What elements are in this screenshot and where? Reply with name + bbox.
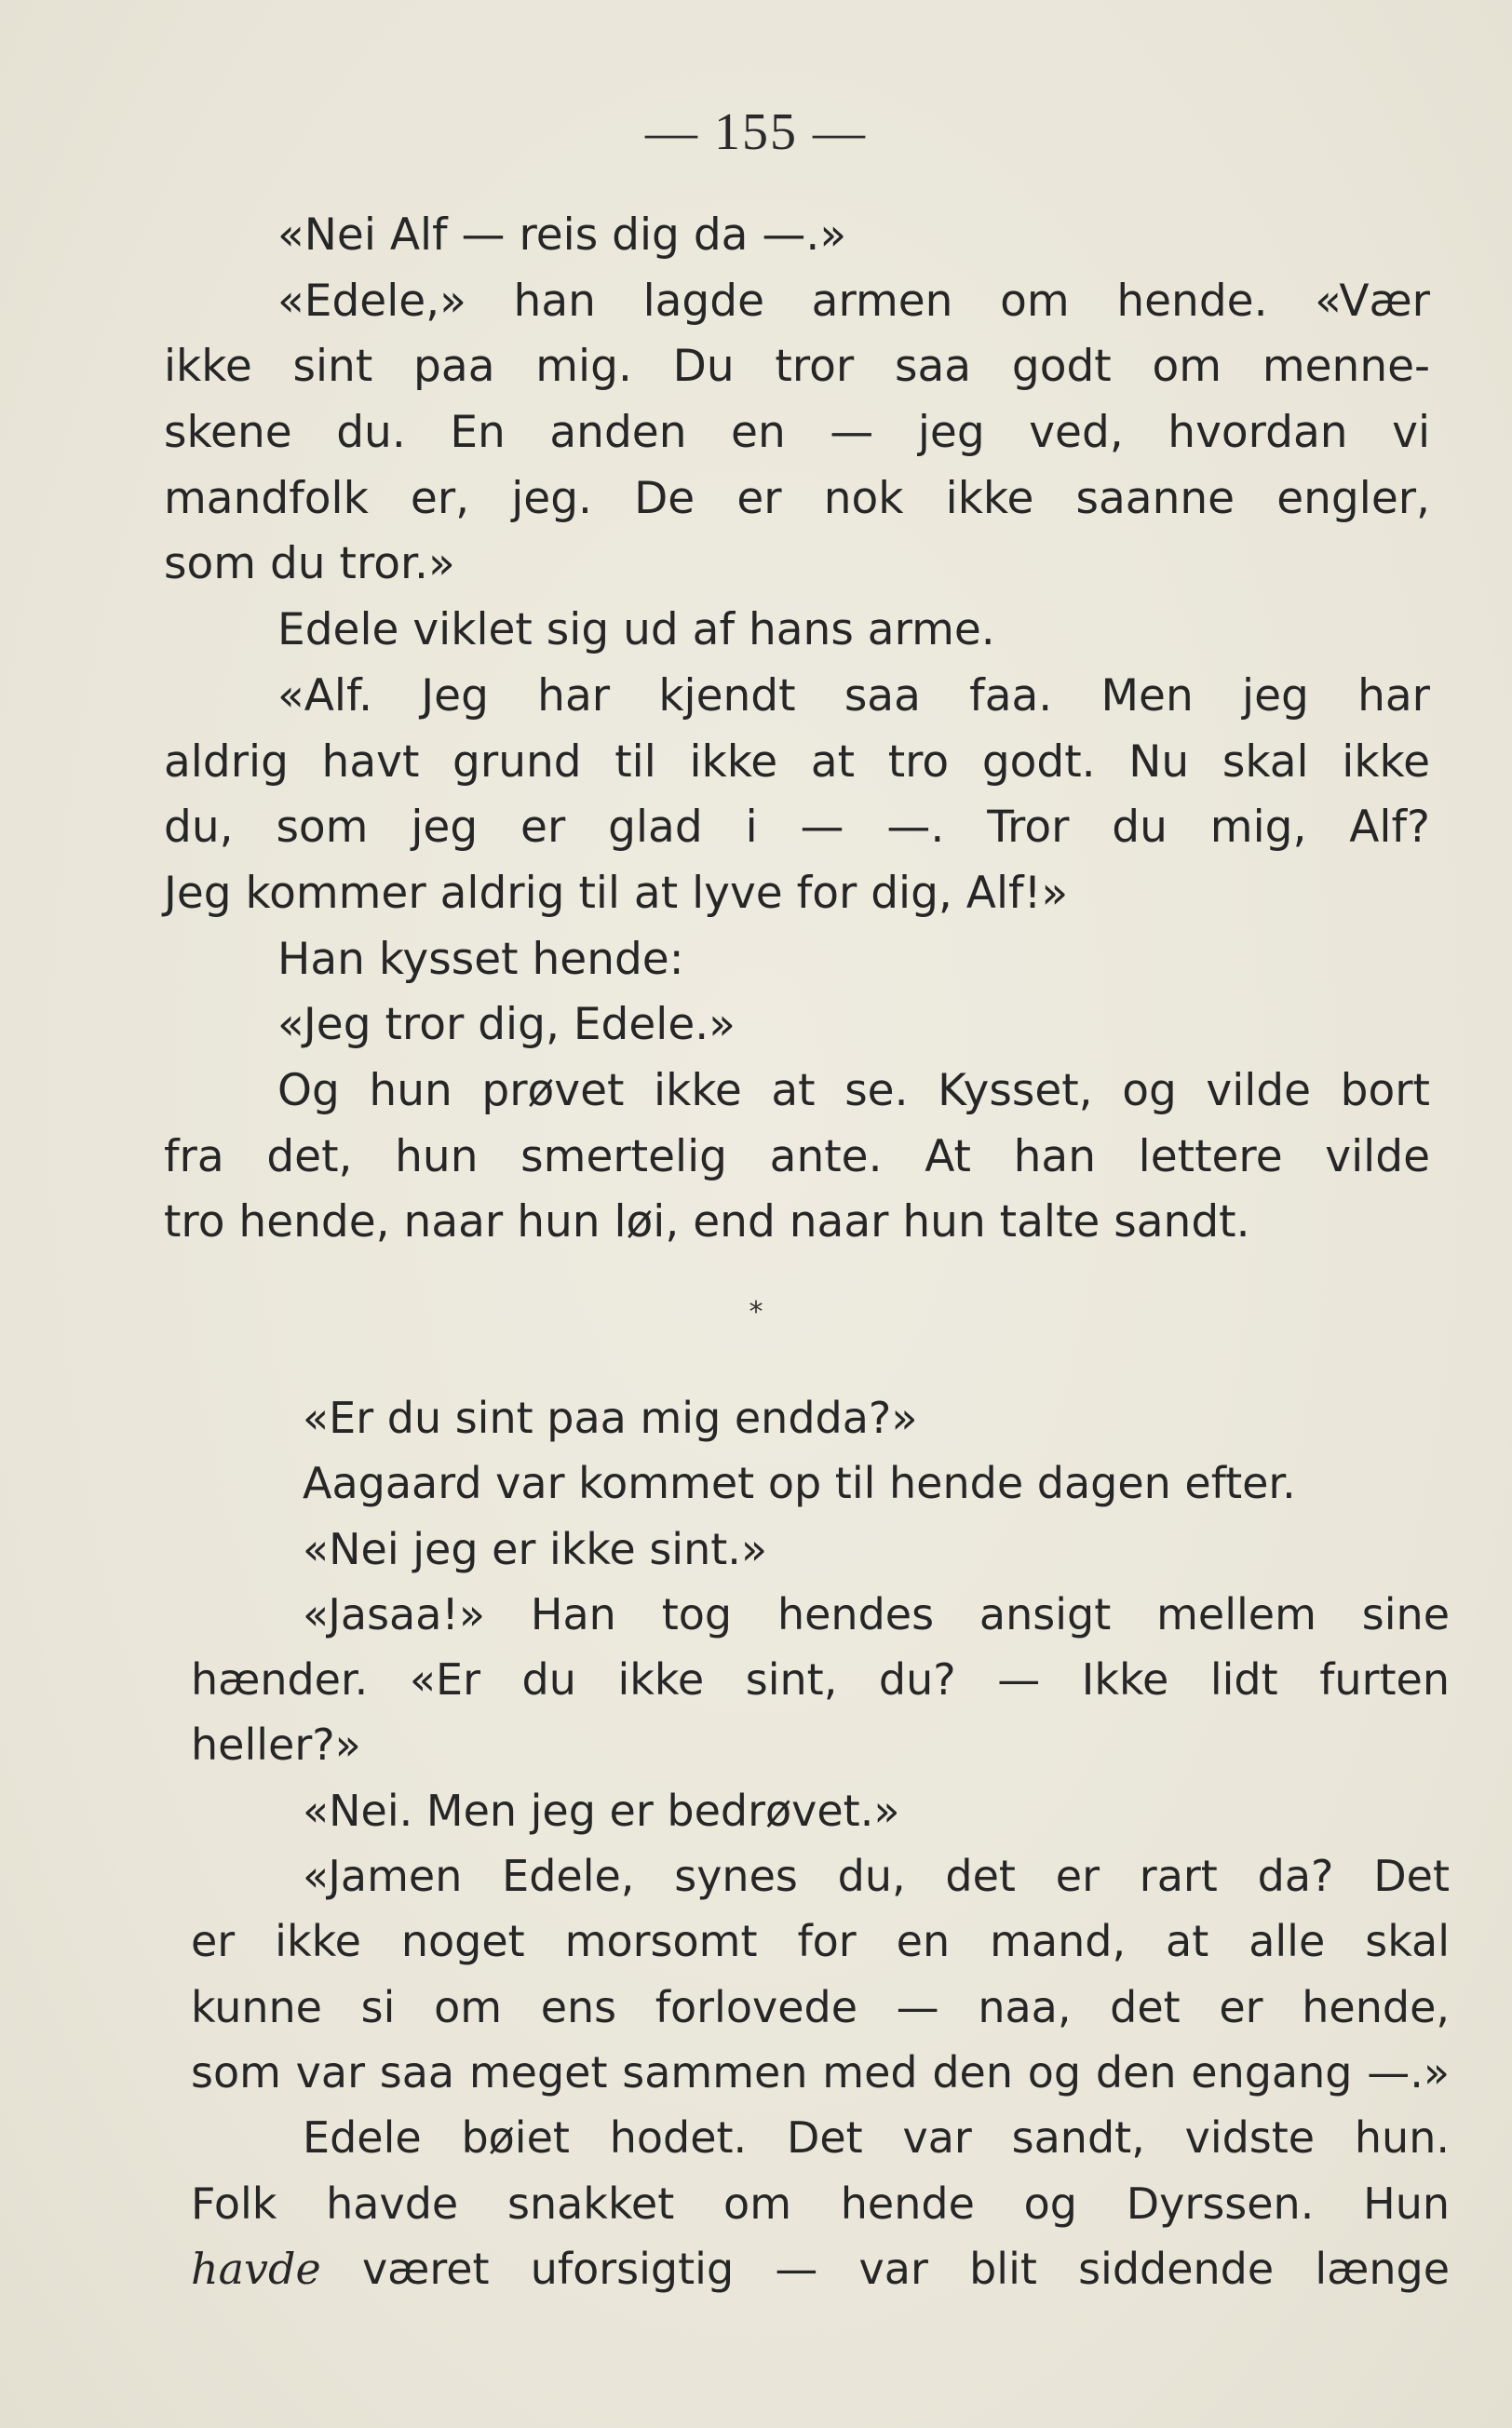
text-line: som var saa meget sammen med den og den engang —.»	[191, 2046, 1450, 2098]
text-line: «Nei Alf — reis dig da —.»	[277, 209, 847, 261]
text-block-dialogue-aagaard	[191, 1385, 1450, 2301]
text-line: du, som jeg er glad i — —. Tror du mig, Alf?	[164, 802, 1430, 854]
text-line: er ikke noget morsomt for en mand, at alle skal	[191, 1916, 1450, 1967]
text-line: skene du. En anden en — jeg ved, hvordan vi	[164, 407, 1430, 459]
text-line: «Er du sint paa mig endda?»	[303, 1393, 918, 1443]
text-line-last	[191, 2236, 1450, 2301]
page-number: — 155 —	[645, 103, 867, 161]
text-line: «Jasaa!» Han tog hendes ansigt mellem sine	[303, 1588, 1450, 1639]
italic-word: havde	[191, 2243, 321, 2294]
text-line: Edele viklet sig ud af hans arme.	[277, 604, 995, 656]
text-line-rest: været uforsigtig — var blit siddende længe	[361, 2243, 1450, 2294]
text-line: «Nei. Men jeg er bedrøvet.»	[303, 1785, 900, 1836]
text-line: heller?»	[191, 1720, 361, 1771]
text-line: kunne si om ens forlovede — naa, det er hende,	[191, 1981, 1450, 2032]
text-line: Og hun prøvet ikke at se. Kysset, og vilde bort	[277, 1064, 1430, 1116]
text-line: «Edele,» han lagde armen om hende. «Vær	[277, 275, 1430, 327]
text-line: aldrig havt grund til ikke at tro godt. Nu skal ikke	[164, 735, 1430, 788]
text-line: tro hende, naar hun løi, end naar hun talte sandt.	[164, 1196, 1250, 1248]
text-line: «Alf. Jeg har kjendt saa faa. Men jeg har	[277, 669, 1430, 722]
text-line: som du tror.»	[164, 538, 455, 590]
text-line: «Jeg tror dig, Edele.»	[277, 999, 736, 1051]
section-break-asterisk: *	[749, 1296, 763, 1329]
text-block-dialogue-alf	[164, 203, 1430, 1256]
text-line: Han kysset hende:	[277, 933, 684, 985]
text-line: Aagaard var kommet op til hende dagen efter.	[303, 1458, 1296, 1509]
text-line: «Nei jeg er ikke sint.»	[303, 1523, 768, 1574]
text-line: fra det, hun smertelig ante. At han lettere vilde	[164, 1130, 1430, 1182]
text-line: hænder. «Er du ikke sint, du? — Ikke lidt furten	[191, 1654, 1450, 1706]
text-line: Edele bøiet hodet. Det var sandt, vidste hun.	[303, 2112, 1450, 2164]
text-line: mandfolk er, jeg. De er nok ikke saanne engler,	[164, 472, 1430, 524]
text-line: ikke sint paa mig. Du tror saa godt om menne-	[164, 341, 1430, 393]
text-line: Jeg kommer aldrig til at lyve for dig, Alf!»	[164, 867, 1069, 919]
text-line: Folk havde snakket om hende og Dyrssen. Hun	[191, 2178, 1450, 2229]
text-line: «Jamen Edele, synes du, det er rart da? Det	[303, 1851, 1450, 1902]
